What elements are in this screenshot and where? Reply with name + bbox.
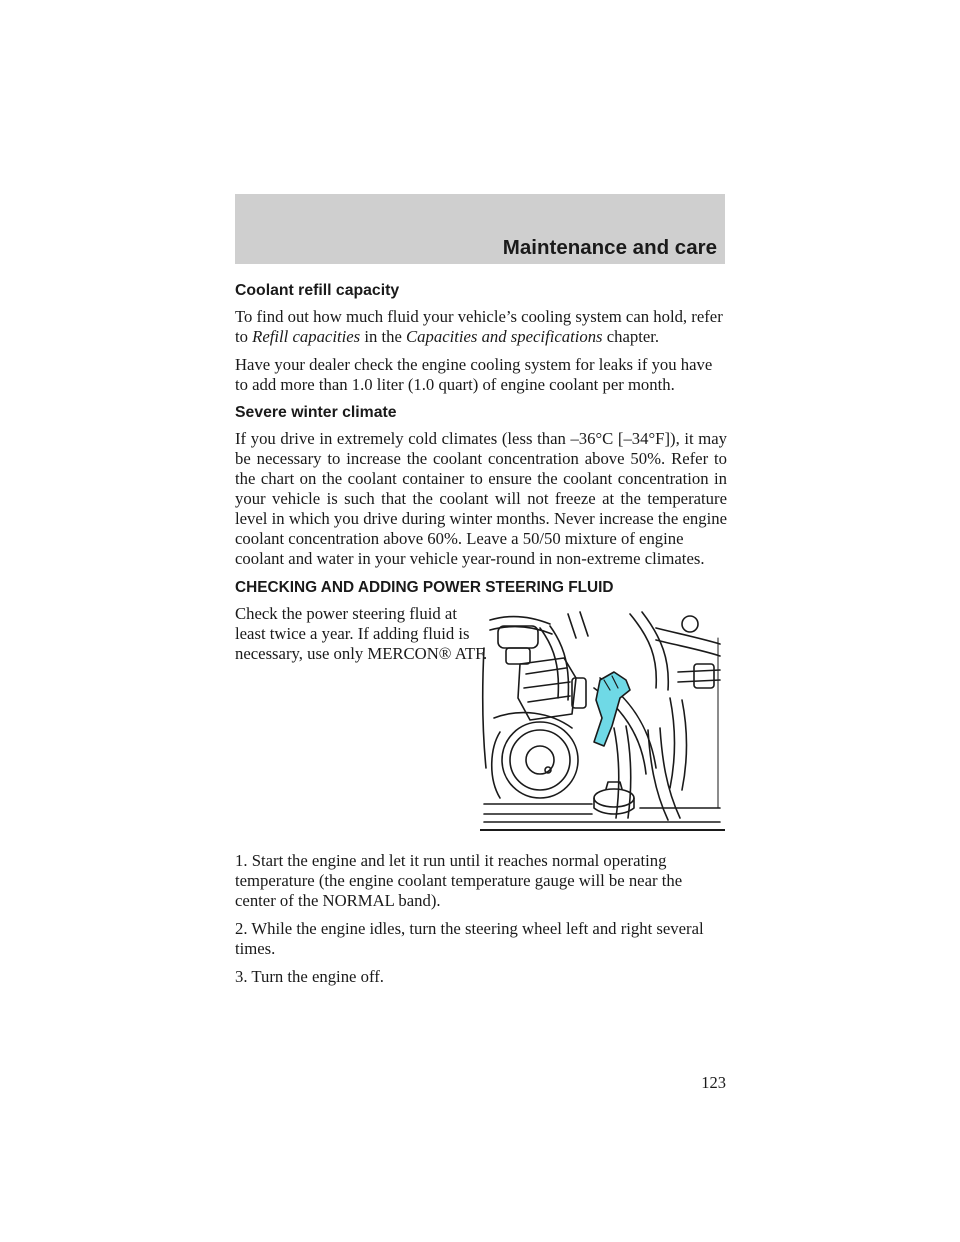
text-line: To find out how much fluid your vehicle’s cooling system can hold, refer <box>235 307 723 326</box>
winter-climate-heading: Severe winter climate <box>235 404 397 421</box>
power-steering-intro <box>235 604 488 664</box>
text-line <box>235 327 727 347</box>
text-line: necessary, use only MERCON® ATF. <box>235 644 488 663</box>
text-line: If you drive in extremely cold climates (less than –36°C [–34°F]), it may <box>235 429 727 448</box>
coolant-refill-paragraph-1 <box>235 307 727 347</box>
text-line: least twice a year. If adding fluid is <box>235 624 470 643</box>
section-title: Maintenance and care <box>502 236 717 259</box>
text-line: 3. Turn the engine off. <box>235 967 384 986</box>
power-steering-intro-block <box>235 604 727 832</box>
text-line: the chart on the coolant container to ensure the coolant concentration in <box>235 469 727 488</box>
step-3 <box>235 967 727 987</box>
page-content <box>235 281 727 995</box>
procedure-steps <box>235 851 727 987</box>
step-1 <box>235 851 727 911</box>
page-number: 123 <box>701 1073 726 1092</box>
winter-climate-paragraph <box>235 429 727 569</box>
text-line: 2. While the engine idles, turn the steering wheel left and right several <box>235 919 704 938</box>
engine-compartment-illustration <box>480 608 725 832</box>
text-line: Check the power steering fluid at <box>235 604 457 623</box>
text-line: coolant and water in your vehicle year-round in non-extreme climates. <box>235 549 705 568</box>
coolant-refill-heading: Coolant refill capacity <box>235 282 400 299</box>
text-line: your vehicle is such that the coolant will not freeze at the temperature <box>235 489 727 508</box>
text-line: be necessary to increase the coolant concentration above 50%. Refer to <box>235 449 727 468</box>
text-line: 1. Start the engine and let it run until it reaches normal operating <box>235 851 667 870</box>
section-header-band <box>235 194 725 264</box>
text-line: to add more than 1.0 liter (1.0 quart) of engine coolant per month. <box>235 375 675 394</box>
text-chapter: chapter. <box>606 327 660 346</box>
step-2 <box>235 919 727 959</box>
text-line: center of the NORMAL band). <box>235 891 441 910</box>
text-line: coolant concentration above 60%. Leave a 50/50 mixture of engine <box>235 529 684 548</box>
power-steering-reservoir-highlight <box>594 672 630 746</box>
text-to: to <box>235 327 248 346</box>
text-line: times. <box>235 939 276 958</box>
text-line: level in which you drive during winter months. Never increase the engine <box>235 509 727 528</box>
text-in-the: in the <box>364 327 402 346</box>
capacities-specifications-reference: Capacities and specifications <box>406 327 603 346</box>
text-line: temperature (the engine coolant temperature gauge will be near the <box>235 871 683 890</box>
power-steering-heading: CHECKING AND ADDING POWER STEERING FLUID <box>235 579 614 596</box>
refill-capacities-reference: Refill capacities <box>252 327 361 346</box>
coolant-refill-paragraph-2 <box>235 355 727 395</box>
text-line: Have your dealer check the engine cooling system for leaks if you have <box>235 355 713 374</box>
